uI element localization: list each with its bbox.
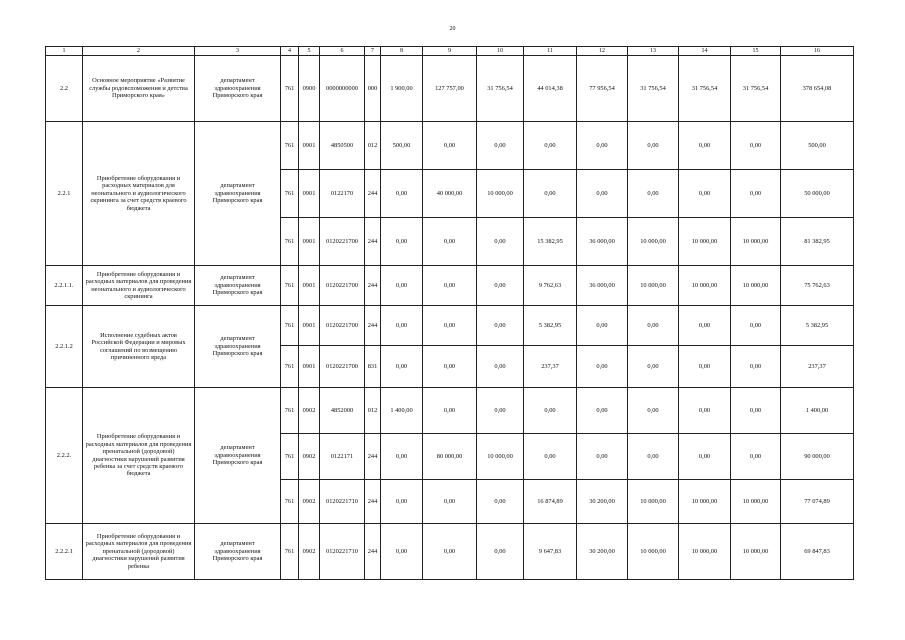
table-cell: 0901 xyxy=(299,218,320,266)
table-cell: 0,00 xyxy=(628,346,679,388)
item-description: Исполнение судебных актов Российской Федерации и мировых соглашений по возмещению причиненного вреда xyxy=(83,306,195,388)
table-cell: 0901 xyxy=(299,170,320,218)
table-cell: 15 382,95 xyxy=(524,218,577,266)
table-cell: 0,00 xyxy=(577,346,628,388)
table-cell: 244 xyxy=(365,480,381,524)
table-cell: 9 762,63 xyxy=(524,266,577,306)
column-number: 4 xyxy=(281,47,299,56)
table-cell: 0,00 xyxy=(731,306,781,346)
table-cell: 0,00 xyxy=(381,266,423,306)
table-cell: 0,00 xyxy=(679,170,731,218)
column-number: 5 xyxy=(299,47,320,56)
table-cell: 10 000,00 xyxy=(477,434,524,480)
table-row xyxy=(46,266,854,306)
table-cell: 761 xyxy=(281,170,299,218)
table-cell: 10 000,00 xyxy=(628,524,679,580)
table-cell: 244 xyxy=(365,218,381,266)
column-number: 11 xyxy=(524,47,577,56)
budget-table xyxy=(45,46,854,580)
item-code: 2.2.2. xyxy=(46,388,83,524)
table-cell: 0,00 xyxy=(577,306,628,346)
table-cell: 761 xyxy=(281,434,299,480)
item-description: Приобретение оборудования и расходных материалов для проведения пренатальной (дородовой) диагностики нарушений развития ребенка xyxy=(83,524,195,580)
table-cell: 10 000,00 xyxy=(679,218,731,266)
table-cell: 30 200,00 xyxy=(577,480,628,524)
table-cell: 0,00 xyxy=(477,266,524,306)
table-cell: 1 400,00 xyxy=(781,388,854,434)
table-cell: 0,00 xyxy=(628,388,679,434)
table-cell: 0,00 xyxy=(577,122,628,170)
table-cell: 0901 xyxy=(299,122,320,170)
table-cell: 0120221710 xyxy=(320,480,365,524)
table-cell: 81 382,95 xyxy=(781,218,854,266)
table-cell: 0,00 xyxy=(381,170,423,218)
table-cell: 0902 xyxy=(299,434,320,480)
table-cell: 0000000000 xyxy=(320,56,365,122)
item-code: 2.2.1.1. xyxy=(46,266,83,306)
responsible-department: департамент здравоохранения Приморского края xyxy=(195,524,281,580)
table-row xyxy=(46,122,854,170)
column-number: 13 xyxy=(628,47,679,56)
table-cell: 44 014,38 xyxy=(524,56,577,122)
item-code: 2.2 xyxy=(46,56,83,122)
table-cell: 9 647,83 xyxy=(524,524,577,580)
table-cell: 10 000,00 xyxy=(628,480,679,524)
table-cell: 0,00 xyxy=(731,170,781,218)
table-cell: 0,00 xyxy=(477,122,524,170)
table-cell: 30 200,00 xyxy=(577,524,628,580)
column-number: 1 xyxy=(46,47,83,56)
table-cell: 0902 xyxy=(299,480,320,524)
table-cell: 0,00 xyxy=(381,480,423,524)
table-cell: 0,00 xyxy=(524,170,577,218)
responsible-department: департамент здравоохранения Приморского края xyxy=(195,388,281,524)
table-cell: 0120221700 xyxy=(320,266,365,306)
column-number: 12 xyxy=(577,47,628,56)
table-cell: 10 000,00 xyxy=(477,170,524,218)
item-description: Приобретение оборудования и расходных материалов для проведения неонатального и аудиологического скрининга xyxy=(83,266,195,306)
table-cell: 831 xyxy=(365,346,381,388)
table-cell: 761 xyxy=(281,346,299,388)
item-code: 2.2.1 xyxy=(46,122,83,266)
table-cell: 0,00 xyxy=(477,524,524,580)
table-cell: 244 xyxy=(365,434,381,480)
table-cell: 378 654,08 xyxy=(781,56,854,122)
table-cell: 4852000 xyxy=(320,388,365,434)
table-cell: 10 000,00 xyxy=(628,218,679,266)
table-cell: 0,00 xyxy=(423,266,477,306)
table-cell: 000 xyxy=(365,56,381,122)
table-cell: 0,00 xyxy=(679,388,731,434)
table-cell: 761 xyxy=(281,306,299,346)
table-cell: 0900 xyxy=(299,56,320,122)
table-row xyxy=(46,306,854,346)
table-cell: 16 874,89 xyxy=(524,480,577,524)
responsible-department: департамент здравоохранения Приморского края xyxy=(195,122,281,266)
item-description: Основное мероприятие «Развитие службы родовспоможения и детства Приморского края» xyxy=(83,56,195,122)
table-cell: 244 xyxy=(365,170,381,218)
table-cell: 761 xyxy=(281,266,299,306)
table-cell: 0120221700 xyxy=(320,218,365,266)
table-cell: 0,00 xyxy=(628,122,679,170)
table-cell: 77 074,89 xyxy=(781,480,854,524)
table-cell: 0,00 xyxy=(423,122,477,170)
table-cell: 10 000,00 xyxy=(628,266,679,306)
column-number: 3 xyxy=(195,47,281,56)
table-cell: 1 900,00 xyxy=(381,56,423,122)
table-cell: 0,00 xyxy=(381,218,423,266)
table-cell: 761 xyxy=(281,480,299,524)
table-cell: 0120221700 xyxy=(320,346,365,388)
column-number: 7 xyxy=(365,47,381,56)
item-code: 2.2.2.1 xyxy=(46,524,83,580)
table-cell: 10 000,00 xyxy=(679,524,731,580)
table-cell: 0,00 xyxy=(731,122,781,170)
table-cell: 0122171 xyxy=(320,434,365,480)
table-cell: 237,37 xyxy=(524,346,577,388)
table-cell: 0901 xyxy=(299,346,320,388)
table-cell: 0,00 xyxy=(679,122,731,170)
item-code: 2.2.1.2 xyxy=(46,306,83,388)
table-cell: 0,00 xyxy=(423,346,477,388)
item-description: Приобретение оборудования и расходных материалов для проведения пренатальной (дородовой) диагностики нарушений развития ребенка за счет средств краевого бюджета xyxy=(83,388,195,524)
table-cell: 90 000,00 xyxy=(781,434,854,480)
table-cell: 75 762,63 xyxy=(781,266,854,306)
table-row xyxy=(46,524,854,580)
table-cell: 0,00 xyxy=(381,434,423,480)
table-cell: 0,00 xyxy=(577,388,628,434)
table-cell: 761 xyxy=(281,388,299,434)
table-cell: 10 000,00 xyxy=(731,266,781,306)
table-cell: 127 757,00 xyxy=(423,56,477,122)
responsible-department: департамент здравоохранения Приморского края xyxy=(195,266,281,306)
responsible-department: департамент здравоохранения Приморского края xyxy=(195,56,281,122)
table-cell: 31 756,54 xyxy=(477,56,524,122)
table-cell: 10 000,00 xyxy=(679,480,731,524)
column-number: 2 xyxy=(83,47,195,56)
table-row xyxy=(46,388,854,434)
table-cell: 80 000,00 xyxy=(423,434,477,480)
table-cell: 012 xyxy=(365,388,381,434)
table-cell: 0120221700 xyxy=(320,306,365,346)
table-cell: 0,00 xyxy=(381,524,423,580)
table-cell: 761 xyxy=(281,122,299,170)
column-number: 15 xyxy=(731,47,781,56)
table-cell: 0,00 xyxy=(381,306,423,346)
item-description: Приобретение оборудования и расходных материалов для неонатального и аудиологического скрининга за счет средств краевого бюджета xyxy=(83,122,195,266)
table-cell: 10 000,00 xyxy=(731,218,781,266)
table-cell: 0,00 xyxy=(628,434,679,480)
table-cell: 10 000,00 xyxy=(731,480,781,524)
table-cell: 761 xyxy=(281,218,299,266)
table-cell: 244 xyxy=(365,306,381,346)
table-cell: 0,00 xyxy=(423,524,477,580)
table-cell: 0902 xyxy=(299,524,320,580)
table-cell: 500,00 xyxy=(381,122,423,170)
table-cell: 244 xyxy=(365,266,381,306)
column-number-row xyxy=(46,47,854,56)
table-cell: 4850500 xyxy=(320,122,365,170)
table-cell: 0,00 xyxy=(477,388,524,434)
table-cell: 31 756,54 xyxy=(679,56,731,122)
table-cell: 0,00 xyxy=(423,218,477,266)
table-cell: 0,00 xyxy=(423,306,477,346)
table-cell: 0,00 xyxy=(423,480,477,524)
table-cell: 012 xyxy=(365,122,381,170)
table-cell: 36 000,00 xyxy=(577,266,628,306)
table-cell: 761 xyxy=(281,56,299,122)
column-number: 10 xyxy=(477,47,524,56)
column-number: 14 xyxy=(679,47,731,56)
table-cell: 36 000,00 xyxy=(577,218,628,266)
table-cell: 0120221710 xyxy=(320,524,365,580)
table-cell: 244 xyxy=(365,524,381,580)
table-cell: 0,00 xyxy=(524,434,577,480)
table-cell: 0,00 xyxy=(679,434,731,480)
table-cell: 0,00 xyxy=(477,480,524,524)
table-cell: 1 400,00 xyxy=(381,388,423,434)
responsible-department: департамент здравоохранения Приморского края xyxy=(195,306,281,388)
table-cell: 0,00 xyxy=(628,170,679,218)
table-cell: 0,00 xyxy=(423,388,477,434)
table-cell: 0,00 xyxy=(477,218,524,266)
table-cell: 31 756,54 xyxy=(731,56,781,122)
table-cell: 500,00 xyxy=(781,122,854,170)
table-cell: 0,00 xyxy=(477,306,524,346)
table-cell: 0,00 xyxy=(524,122,577,170)
table-cell: 0901 xyxy=(299,266,320,306)
table-cell: 0,00 xyxy=(577,434,628,480)
table-cell: 0,00 xyxy=(477,346,524,388)
table-cell: 0,00 xyxy=(524,388,577,434)
table-cell: 0,00 xyxy=(679,306,731,346)
table-cell: 0,00 xyxy=(628,306,679,346)
column-number: 8 xyxy=(381,47,423,56)
table-cell: 10 000,00 xyxy=(679,266,731,306)
table-cell: 237,37 xyxy=(781,346,854,388)
table-cell: 0,00 xyxy=(731,388,781,434)
table-cell: 0,00 xyxy=(731,434,781,480)
table-cell: 5 382,95 xyxy=(524,306,577,346)
page-number: 20 xyxy=(449,26,456,32)
table-cell: 40 000,00 xyxy=(423,170,477,218)
table-row xyxy=(46,56,854,122)
table-cell: 0122170 xyxy=(320,170,365,218)
column-number: 6 xyxy=(320,47,365,56)
table-cell: 0,00 xyxy=(731,346,781,388)
table-cell: 5 382,95 xyxy=(781,306,854,346)
table-cell: 761 xyxy=(281,524,299,580)
table-cell: 0902 xyxy=(299,388,320,434)
table-cell: 0,00 xyxy=(679,346,731,388)
table-cell: 77 956,54 xyxy=(577,56,628,122)
table-cell: 31 756,54 xyxy=(628,56,679,122)
table-cell: 10 000,00 xyxy=(731,524,781,580)
column-number: 16 xyxy=(781,47,854,56)
table-cell: 0,00 xyxy=(381,346,423,388)
table-cell: 0901 xyxy=(299,306,320,346)
column-number: 9 xyxy=(423,47,477,56)
table-cell: 0,00 xyxy=(577,170,628,218)
table-cell: 50 000,00 xyxy=(781,170,854,218)
table-cell: 69 847,83 xyxy=(781,524,854,580)
